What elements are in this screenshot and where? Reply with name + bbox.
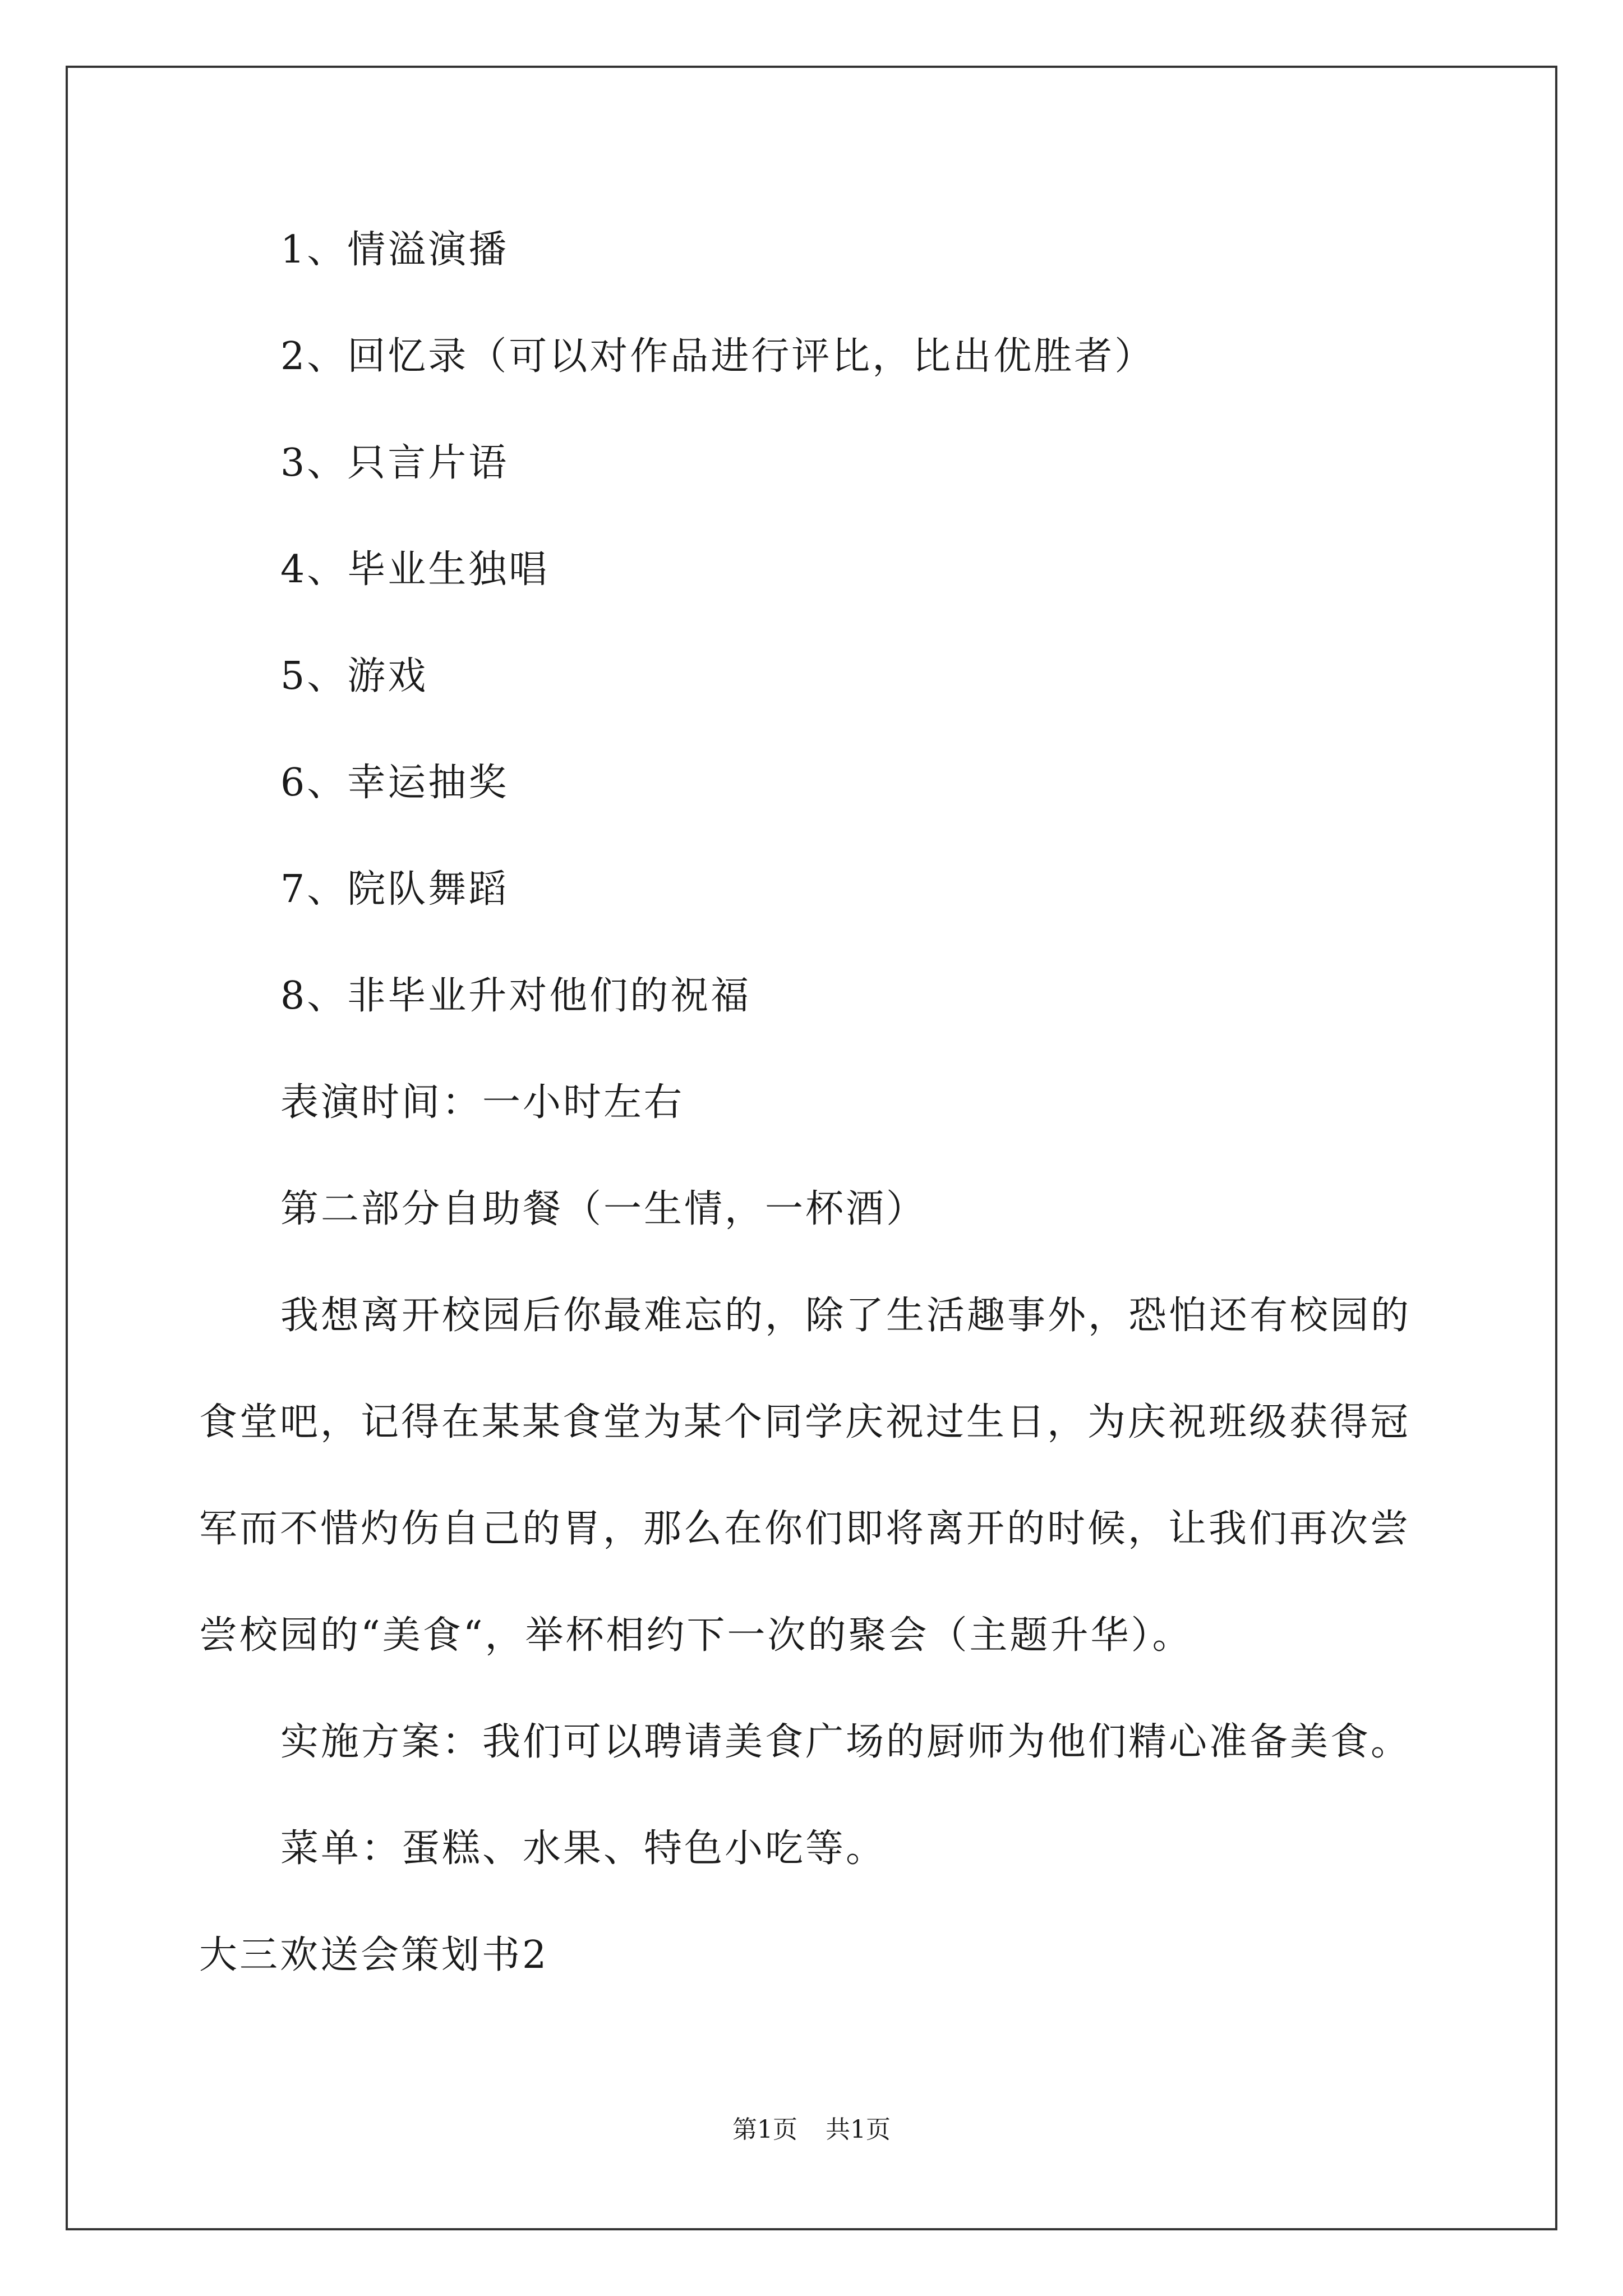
- list-item-6: 6、幸运抽奖: [280, 761, 509, 805]
- menu-line: 菜单：蛋糕、水果、特色小吃等。: [280, 1826, 887, 1871]
- paragraph-line-1: 我想离开校园后你最难忘的，除了生活趣事外，恐怕还有校园的: [280, 1294, 1412, 1338]
- list-item-5: 5、游戏: [280, 654, 428, 698]
- performance-time: 表演时间：一小时左右: [280, 1080, 685, 1125]
- list-item-8: 8、非毕业升对他们的祝福: [280, 974, 751, 1018]
- paragraph-line-3: 军而不惜灼伤自己的胃，那么在你们即将离开的时候，让我们再次尝: [199, 1507, 1411, 1551]
- section-title: 大三欢送会策划书2: [199, 1933, 549, 1977]
- page-number: 第1页: [732, 2115, 797, 2144]
- part-two-title: 第二部分自助餐（一生情，一杯酒）: [280, 1187, 927, 1231]
- list-item-7: 7、院队舞蹈: [280, 867, 509, 912]
- list-item-1: 1、情溢演播: [280, 228, 509, 272]
- page-border: [66, 66, 1557, 2230]
- list-item-4: 4、毕业生独唱: [280, 547, 550, 592]
- list-item-2: 2、回忆录（可以对作品进行评比，比出优胜者）: [280, 334, 1155, 379]
- page-footer: [0, 2115, 1623, 2144]
- implementation-plan: 实施方案：我们可以聘请美食广场的厨师为他们精心准备美食。: [280, 1720, 1412, 1764]
- paragraph-line-2: 食堂吧，记得在某某食堂为某个同学庆祝过生日，为庆祝班级获得冠: [199, 1400, 1411, 1444]
- paragraph-line-4: 尝校园的“美食“，举杯相约下一次的聚会（主题升华）。: [199, 1613, 1193, 1658]
- list-item-3: 3、只言片语: [280, 441, 509, 485]
- page-total: 共1页: [826, 2115, 891, 2144]
